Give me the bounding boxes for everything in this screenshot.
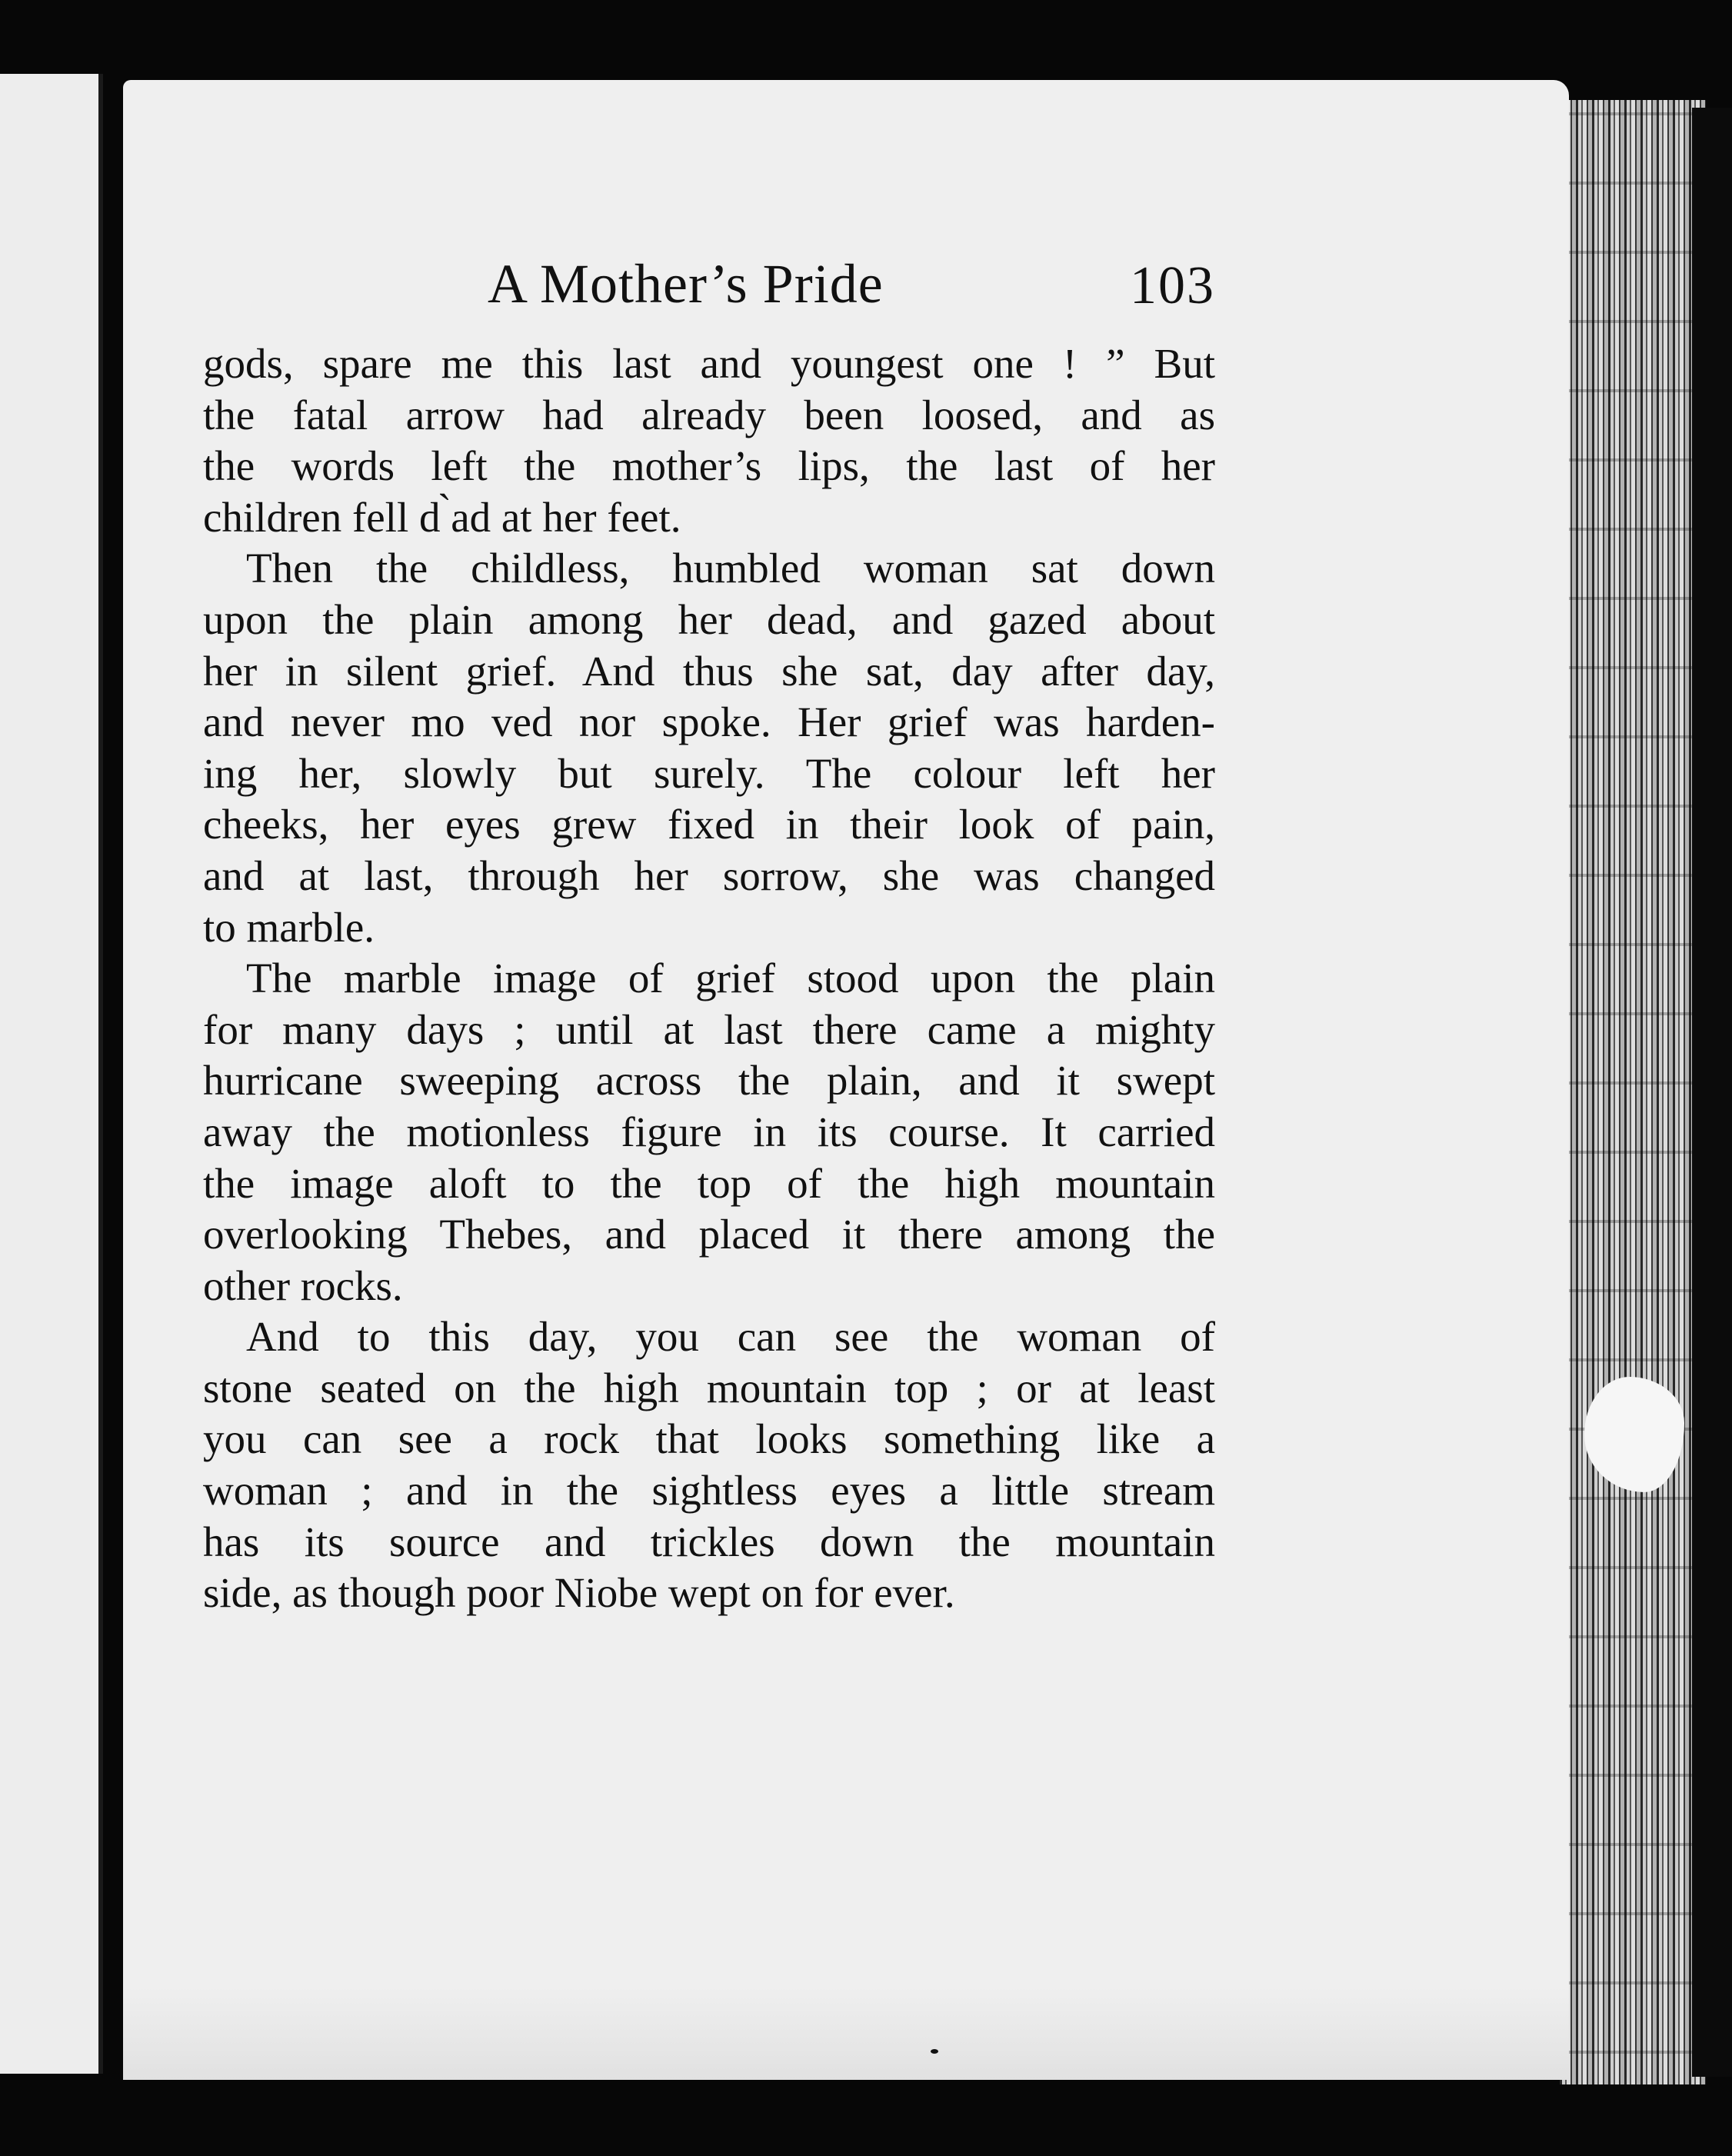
- text-line: overlooking Thebes, and placed it there among the: [203, 1211, 1215, 1258]
- text-line: the image aloft to the top of the high mountain: [203, 1159, 1215, 1207]
- text-line: hurricane sweeping across the plain, and it swept: [203, 1057, 1215, 1105]
- text-line: ing her, slowly but surely. The colour left her: [203, 749, 1215, 797]
- text-line: to marble.: [203, 903, 375, 951]
- text-line: you can see a rock that looks something like a: [203, 1415, 1215, 1463]
- text-line: woman ; and in the sightless eyes a little stream: [203, 1467, 1215, 1515]
- text-line: the words left the mother’s lips, the last of her: [203, 442, 1215, 490]
- text-line: other rocks.: [203, 1261, 403, 1309]
- book-fore-edge: [1560, 100, 1706, 2084]
- text-line: Then the childless, humbled woman sat down: [246, 545, 1215, 592]
- page-shading: [123, 1988, 1569, 2080]
- text-line: away the motionless figure in its course. It carried: [203, 1108, 1215, 1155]
- text-line: and never mo ved nor spoke. Her grief was harden-: [203, 698, 1215, 746]
- text-line: children fell d ̀ad at her feet.: [203, 493, 681, 541]
- text-line: cheeks, her eyes grew fixed in their look of pain,: [203, 801, 1215, 848]
- text-line: And to this day, you can see the woman of: [246, 1313, 1215, 1361]
- text-line: stone seated on the high mountain top ; or at least: [203, 1364, 1215, 1411]
- text-line: gods, spare me this last and youngest one ! ” But: [203, 340, 1215, 387]
- text-line: side, as though poor Niobe wept on for ever.: [203, 1569, 955, 1617]
- running-head: [203, 245, 1215, 322]
- text-line: for many days ; until at last there came a mighty: [203, 1005, 1215, 1053]
- text-line: her in silent grief. And thus she sat, day after day,: [203, 647, 1215, 695]
- running-title: A Mother’s Pride: [488, 253, 884, 315]
- text-line: and at last, through her sorrow, she was changed: [203, 851, 1215, 899]
- text-line: the fatal arrow had already been loosed, and as: [203, 391, 1215, 438]
- edge-shadow: [1692, 108, 1732, 2077]
- facing-page-edge: [0, 74, 103, 2074]
- print-mark: [931, 2049, 938, 2054]
- text-line: has its source and trickles down the mountain: [203, 1518, 1215, 1565]
- page-number: 103: [1130, 256, 1215, 315]
- text-line: upon the plain among her dead, and gazed about: [203, 595, 1215, 643]
- body-text: [203, 338, 1215, 1619]
- text-line: The marble image of grief stood upon the plain: [246, 955, 1215, 1002]
